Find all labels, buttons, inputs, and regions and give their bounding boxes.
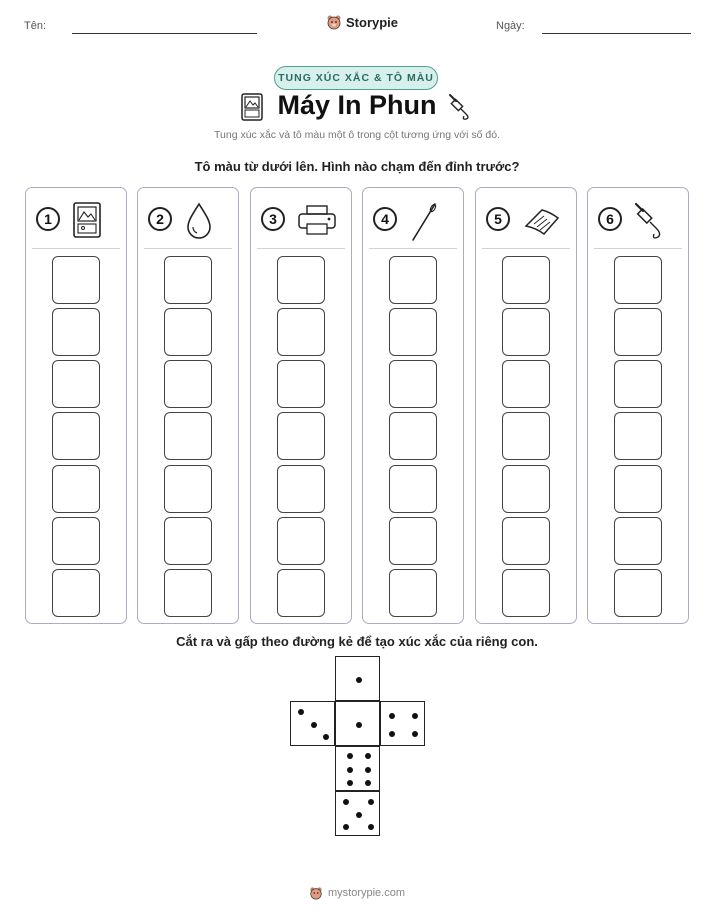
dice-pip — [356, 812, 362, 818]
color-cell[interactable] — [614, 360, 662, 408]
color-cell[interactable] — [389, 360, 437, 408]
column-number: 6 — [598, 207, 622, 231]
column-divider — [144, 248, 232, 249]
color-cell[interactable] — [164, 412, 212, 460]
color-cell[interactable] — [389, 465, 437, 513]
bear-mascot-icon — [326, 14, 342, 30]
activity-badge: TUNG XÚC XẮC & TÔ MÀU — [274, 66, 438, 90]
color-cell[interactable] — [277, 569, 325, 617]
column-number: 4 — [373, 207, 397, 231]
dice-pip — [356, 677, 362, 683]
color-cell[interactable] — [164, 308, 212, 356]
dice-pip — [323, 734, 329, 740]
column-1 — [25, 187, 127, 624]
dice-pip — [365, 780, 371, 786]
dice-pip — [389, 731, 395, 737]
dice-pip — [347, 780, 353, 786]
color-cell[interactable] — [389, 517, 437, 565]
color-cell[interactable] — [164, 517, 212, 565]
color-cell[interactable] — [614, 308, 662, 356]
color-cell[interactable] — [164, 465, 212, 513]
column-number: 2 — [148, 207, 172, 231]
color-cell[interactable] — [277, 517, 325, 565]
color-cell[interactable] — [52, 465, 100, 513]
dice-pip — [347, 767, 353, 773]
bear-mascot-icon — [309, 886, 323, 900]
question: Tô màu từ dưới lên. Hình nào chạm đến đỉnh trước? — [194, 159, 520, 174]
dice-pip — [368, 799, 374, 805]
printer-icon — [295, 200, 339, 245]
color-cell[interactable] — [52, 412, 100, 460]
color-cell[interactable] — [614, 517, 662, 565]
dice-pip — [347, 753, 353, 759]
color-cell[interactable] — [389, 308, 437, 356]
column-divider — [32, 248, 120, 249]
column-5 — [475, 187, 577, 624]
dice-pip — [343, 799, 349, 805]
color-cell[interactable] — [502, 308, 550, 356]
color-cell[interactable] — [502, 412, 550, 460]
color-cell[interactable] — [502, 465, 550, 513]
color-cell[interactable] — [502, 360, 550, 408]
color-cell[interactable] — [164, 256, 212, 304]
column-number: 5 — [486, 207, 510, 231]
column-3 — [250, 187, 352, 624]
instructions: Tung xúc xắc và tô màu một ô trong cột tương ứng với số đó. — [214, 129, 500, 141]
dice-pip — [298, 709, 304, 715]
color-cell[interactable] — [277, 308, 325, 356]
dice-pip — [389, 713, 395, 719]
color-cell[interactable] — [614, 465, 662, 513]
dice-pip — [356, 722, 362, 728]
dice-pip — [412, 713, 418, 719]
dice-face-1 — [335, 656, 380, 701]
column-2 — [137, 187, 239, 624]
dice-face-4 — [380, 701, 425, 746]
paper-sheet-icon — [520, 200, 564, 245]
nozzle-needle-icon — [407, 200, 441, 249]
dice-pip — [365, 767, 371, 773]
column-6 — [587, 187, 689, 624]
name-line[interactable] — [72, 33, 257, 34]
photo-print-icon — [70, 200, 104, 245]
color-cell[interactable] — [614, 569, 662, 617]
column-number: 3 — [261, 207, 285, 231]
color-cell[interactable] — [389, 569, 437, 617]
color-cell[interactable] — [52, 256, 100, 304]
color-cell[interactable] — [389, 412, 437, 460]
dice-face-5 — [335, 791, 380, 836]
date-line[interactable] — [542, 33, 691, 34]
color-cell[interactable] — [389, 256, 437, 304]
footer — [309, 886, 405, 900]
color-cell[interactable] — [614, 412, 662, 460]
color-cell[interactable] — [52, 360, 100, 408]
column-divider — [482, 248, 570, 249]
color-cell[interactable] — [502, 569, 550, 617]
color-cell[interactable] — [277, 412, 325, 460]
dice-face-1 — [335, 701, 380, 746]
dice-face-3 — [290, 701, 335, 746]
brand-logo — [326, 14, 398, 30]
column-divider — [594, 248, 682, 249]
column-divider — [257, 248, 345, 249]
column-divider — [369, 248, 457, 249]
ink-drop-icon — [182, 200, 216, 245]
color-cell[interactable] — [164, 360, 212, 408]
dice-pip — [365, 753, 371, 759]
page-title: Máy In Phun — [277, 90, 437, 120]
dice-pip — [368, 824, 374, 830]
color-cell[interactable] — [277, 256, 325, 304]
color-cell[interactable] — [52, 517, 100, 565]
dice-pip — [343, 824, 349, 830]
color-cell[interactable] — [164, 569, 212, 617]
date-label: Ngày: — [496, 20, 525, 32]
ink-pen-icon — [632, 200, 666, 249]
column-number: 1 — [36, 207, 60, 231]
ink-pen-icon — [446, 92, 474, 122]
color-cell[interactable] — [277, 465, 325, 513]
footer-url[interactable]: mystorypie.com — [328, 887, 406, 899]
color-cell[interactable] — [52, 569, 100, 617]
brand-name: Storypie — [346, 14, 399, 30]
color-cell[interactable] — [502, 517, 550, 565]
name-label: Tên: — [24, 20, 47, 32]
column-4 — [362, 187, 464, 624]
color-cell[interactable] — [277, 360, 325, 408]
dice-pip — [311, 722, 317, 728]
color-cell[interactable] — [614, 256, 662, 304]
dice-pip — [412, 731, 418, 737]
color-cell[interactable] — [52, 308, 100, 356]
cut-instruction: Cắt ra và gấp theo đường kẻ để tạo xúc xắc của riêng con. — [176, 634, 538, 649]
color-cell[interactable] — [502, 256, 550, 304]
dice-face-6 — [335, 746, 380, 791]
